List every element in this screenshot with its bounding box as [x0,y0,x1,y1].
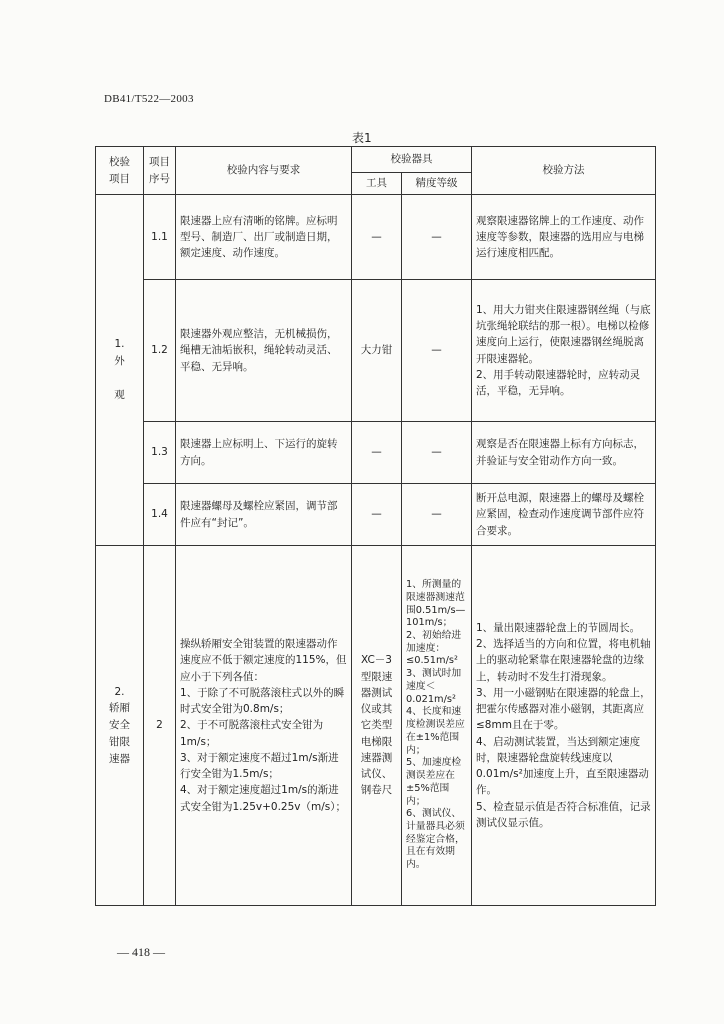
row-tool: 大力钳 [352,280,402,422]
document-code: DB41/T522—2003 [104,93,194,105]
row-precision: 1、所测量的限速器测速范围0.51m/s—101m/s； 2、初始给进加速度：≤0.51m/s² 3、测试时加速度＜0.021m/s² 4、长度和速度检测误差应在±1%范围内； 5、加速度检测误差应在±5%范围内； 6、测试仪、计量器具必须经鉴定合格，且在有效期内。 [402,546,472,906]
table-title: 表1 [352,131,372,145]
row-content: 限速器上应标明上、下运行的旋转方向。 [176,422,352,484]
header-method: 校验方法 [472,147,656,195]
row-tool: — [352,195,402,280]
row-tool: — [352,484,402,546]
header-instruments: 校验器具 [352,147,472,173]
row-tool: XC－3型限速器测试仪或其它类型电梯限速器测试仪、钢卷尺 [352,546,402,906]
row-content: 限速器螺母及螺栓应紧固，调节部件应有“封记”。 [176,484,352,546]
table-row [96,422,656,484]
row-content: 限速器外观应整洁，无机械损伤，绳槽无油垢嵌积，绳轮转动灵活、平稳、无异响。 [176,280,352,422]
header-tool: 工具 [352,173,402,195]
row-content: 限速器上应有清晰的铭牌。应标明型号、制造厂、出厂或制造日期，额定速度、动作速度。 [176,195,352,280]
row-seq: 1.2 [144,280,176,422]
row-seq: 1.3 [144,422,176,484]
table-row [96,546,656,906]
group-label-safety-gear: 2. 轿厢 安全 钳限 速器 [96,546,144,906]
row-precision: — [402,195,472,280]
table-row [96,195,656,280]
header-item: 校验 项目 [96,147,144,195]
header-content: 校验内容与要求 [176,147,352,195]
row-method: 1、用大力钳夹住限速器钢丝绳（与底坑张绳轮联结的那一根）。电梯以检修速度向上运行，使限速器钢丝绳脱离开限速器轮。 2、用手转动限速器轮时，应转动灵活，平稳，无异响。 [472,280,656,422]
page-number: — 418 — [117,945,165,959]
row-tool: — [352,422,402,484]
row-precision: — [402,422,472,484]
row-seq: 2 [144,546,176,906]
header-seq: 项目 序号 [144,147,176,195]
header-precision: 精度等级 [402,173,472,195]
row-method: 观察限速器铭牌上的工作速度、动作速度等参数，限速器的选用应与电梯运行速度相匹配。 [472,195,656,280]
row-precision: — [402,484,472,546]
row-precision: — [402,280,472,422]
row-method: 观察是否在限速器上标有方向标志，并验证与安全钳动作方向一致。 [472,422,656,484]
table-row [96,280,656,422]
row-seq: 1.4 [144,484,176,546]
row-method: 1、量出限速器轮盘上的节圆周长。 2、选择适当的方向和位置，将电机轴上的驱动轮紧靠在限速器轮盘的边缘上，转动时不发生打滑现象。 3、用一小磁钢贴在限速器的轮盘上，把霍尔传感器对准小磁钢，其距离应≤8mm且在于零。 4、启动测试装置，当达到额定速度时，限速器轮盘旋转线速度以0.01m/s²加速度上升，直至限速器动作。 5、检查显示值是否符合标准值，记录测试仪显示值。 [472,546,656,906]
group-label-appearance: 1. 外 观 [96,195,144,546]
row-method: 断开总电源，限速器上的螺母及螺栓应紧固，检查动作速度调节部件应符合要求。 [472,484,656,546]
row-content: 操纵轿厢安全钳装置的限速器动作速度应不低于额定速度的115%，但应小于下列各值： 1、于除了不可脱落滚柱式以外的瞬时式安全钳为0.8m/s； 2、于不可脱落滚柱式安全钳为1m/s； 3、对于额定速度不超过1m/s渐进行安全钳为1.5m/s； 4、对于额定速度超过1m/s的渐进式安全钳为1.25v+0.25v（m/s）； [176,546,352,906]
table-row [96,484,656,546]
inspection-table [95,146,656,906]
row-seq: 1.1 [144,195,176,280]
